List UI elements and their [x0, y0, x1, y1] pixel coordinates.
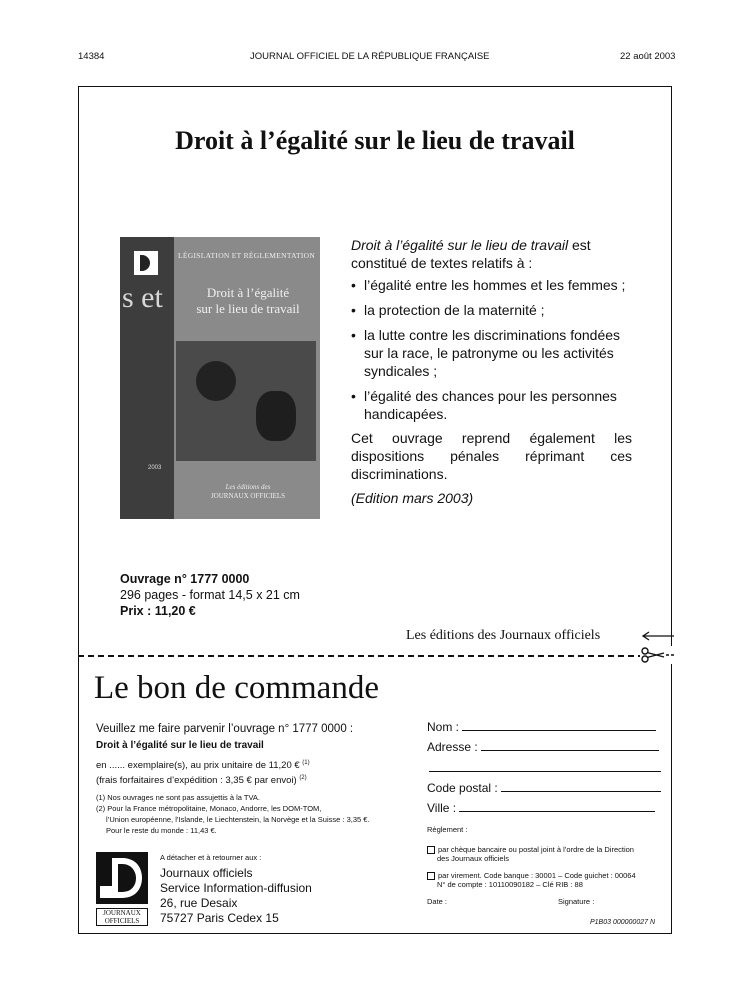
return-address	[160, 853, 312, 926]
list-item: • la protection de la maternité ;	[351, 301, 632, 319]
closing-paragraph: Cet ouvrage reprend également les dispositions pénales réprimant ces discriminations.	[351, 430, 632, 482]
nom-label: Nom :	[427, 720, 460, 734]
jo-logo-icon	[134, 251, 158, 275]
cover-publisher: Les éditions des JOURNAUX OFFICIELS	[210, 483, 286, 500]
list-item: • l’égalité des chances pour les personnes handicapées.	[351, 387, 632, 423]
address-block: Journaux officiels Service Information-diffusion 26, rue Desaix 75727 Paris Cedex 15	[160, 866, 312, 925]
ville-field[interactable]	[427, 801, 655, 815]
book-cover-image: s et LÉGISLATION ET RÉGLEMENTATION Droit à l’égalité sur le lieu de travail 2003 Les éditions des JOURNAUX OFFICIELS	[120, 237, 320, 519]
date-field[interactable]: Date :	[427, 897, 448, 906]
adresse-line-2[interactable]	[429, 771, 661, 772]
topics-list	[351, 276, 632, 423]
order-request: Veuillez me faire parvenir l’ouvrage n° 1777 0000 :	[96, 723, 354, 735]
ouvrage-number: Ouvrage n° 1777 0000	[120, 572, 250, 586]
product-details	[120, 571, 300, 619]
code-postal-label: Code postal :	[427, 781, 498, 795]
adresse-label: Adresse :	[427, 740, 478, 754]
form-reference: P1B03 000000027 N	[590, 919, 655, 926]
footnote-shipping: (2) Pour la France métropolitaine, Monaco, Andorre, les DOM-TOM, l’Union européenne, l’Islande, le Liechtenstein, la Norvège et la Suisse : 3,35 €. Pour le reste du monde : 11,43 €.	[96, 804, 370, 836]
order-details	[96, 723, 416, 835]
reglement-label: Règlement :	[427, 825, 468, 834]
cheque-checkbox[interactable]	[427, 846, 435, 854]
logo-text: JOURNAUX OFFICIELS	[96, 908, 148, 926]
intro-paragraph: Droit à l’égalité sur le lieu de travail est constitué de textes relatifs à :	[351, 237, 591, 271]
edition-note: (Edition mars 2003)	[351, 490, 474, 506]
cover-title: Droit à l’égalité sur le lieu de travail	[196, 285, 300, 316]
footnote-tva: (1) Nos ouvrages ne sont pas assujettis à la TVA.	[96, 793, 260, 803]
book-description	[351, 236, 632, 507]
order-book-title: Droit à l’égalité sur le lieu de travail	[96, 740, 264, 751]
cover-photo	[176, 341, 316, 461]
signature-field[interactable]: Signature :	[558, 897, 595, 906]
payment-virement-option[interactable]: par virement. Code banque : 30001 – Code guichet : 00064 N° de compte : 10110090182 – Clé RIB : 88	[427, 871, 636, 889]
nom-field[interactable]	[427, 720, 656, 734]
journaux-officiels-logo	[96, 852, 148, 925]
quantity-line: en ...... exemplaire(s), au prix unitaire de 11,20 € $^{(1)}$	[96, 760, 310, 772]
code-postal-field[interactable]	[427, 781, 661, 795]
adresse-field[interactable]	[427, 740, 659, 754]
list-item: • la lutte contre les discriminations fondées sur la race, le patronyme ou les activités syndicales ;	[351, 326, 632, 380]
cut-line	[78, 655, 674, 657]
scissors-icon	[640, 646, 674, 664]
arrow-left-icon	[640, 629, 674, 647]
cover-series: LÉGISLATION ET RÉGLEMENTATION	[178, 251, 316, 260]
journal-title: JOURNAL OFFICIEL DE LA RÉPUBLIQUE FRANÇAISE	[250, 51, 490, 62]
list-item: • l’égalité entre les hommes et les femmes ;	[351, 276, 632, 294]
pages-format: 296 pages - format 14,5 x 21 cm	[120, 588, 300, 602]
order-form-heading: Le bon de commande	[94, 670, 379, 706]
page-number: 14384	[78, 51, 105, 62]
ville-label: Ville :	[427, 801, 457, 815]
payment-cheque-option[interactable]: par chèque bancaire ou postal joint à l’ordre de la Direction des Journaux officiels	[427, 845, 634, 863]
publisher-signature: Les éditions des Journaux officiels	[406, 628, 601, 643]
price: Prix : 11,20 €	[120, 604, 196, 618]
advert-title: Droit à l’égalité sur le lieu de travail	[175, 126, 575, 155]
issue-date: 22 août 2003	[620, 51, 676, 62]
shipping-line: (frais forfaitaires d’expédition : 3,35 € par envoi) $^{(2)}$	[96, 775, 307, 787]
virement-checkbox[interactable]	[427, 872, 435, 880]
return-label: A détacher et à retourner aux :	[160, 853, 262, 862]
